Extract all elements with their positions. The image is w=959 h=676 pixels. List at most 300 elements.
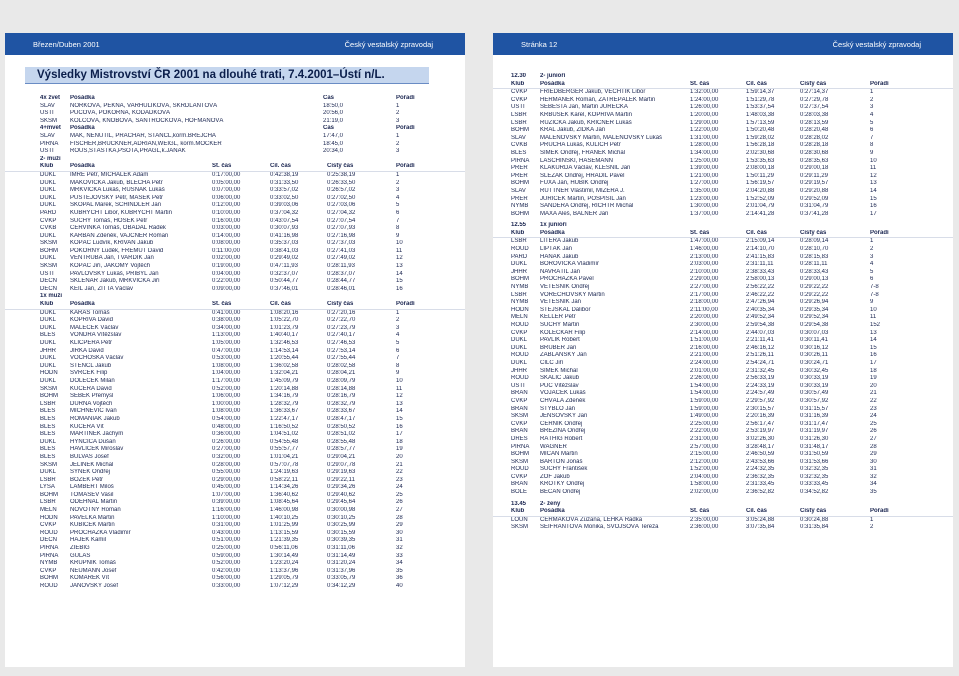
table-row bbox=[5, 530, 465, 538]
table-row bbox=[5, 492, 465, 500]
column-header: Pořadí bbox=[870, 80, 889, 87]
start-time-cell: 1:59:00,00 bbox=[690, 405, 719, 412]
table-row bbox=[5, 103, 465, 111]
start-time-cell: 0:33:00,00 bbox=[212, 583, 241, 589]
club-cell: DUKL bbox=[511, 261, 528, 268]
rank-cell: 26 bbox=[396, 499, 403, 506]
finish-time-cell: 1:50:11,29 bbox=[746, 172, 774, 179]
crew-cell: RŮŽIČKA Jakub, KRICNER Lukáš bbox=[540, 119, 632, 126]
start-time: 12.30 bbox=[511, 73, 527, 79]
rank-cell: 7-8 bbox=[870, 284, 879, 291]
finish-time-cell: 2:29:57,92 bbox=[746, 397, 775, 404]
net-time-cell: 0:28:11,93 bbox=[327, 263, 355, 270]
rank-cell: 17 bbox=[870, 210, 877, 217]
net-time-cell: 0:30:24,71 bbox=[800, 359, 829, 366]
table-row bbox=[5, 401, 465, 409]
start-time-cell: 0:48:00,00 bbox=[212, 423, 241, 430]
column-header: Klub bbox=[40, 301, 54, 308]
net-time-cell: 0:29:00,13 bbox=[800, 276, 829, 283]
crew-cell: LASCHINSKI, HASEMANN bbox=[540, 157, 614, 164]
crew-cell: MICHNĚVIČ Ivan bbox=[70, 408, 117, 415]
net-time-cell: 0:31:14,49 bbox=[327, 552, 356, 559]
club-cell: DĚČN bbox=[40, 285, 58, 292]
column-header: Posádka bbox=[70, 301, 95, 308]
net-time-cell: 0:27:14,37 bbox=[800, 89, 829, 96]
table-row bbox=[493, 238, 953, 246]
rank-cell: 22 bbox=[396, 469, 403, 476]
crew-cell: PRŮCHA Lukáš, KULICH Petr bbox=[540, 142, 621, 149]
start-time-cell: 1:28:00,00 bbox=[690, 142, 719, 149]
table-row bbox=[5, 439, 465, 447]
crew-cell: KROTKÝ Ondřej bbox=[540, 481, 585, 488]
column-header-row bbox=[493, 230, 953, 239]
table-row bbox=[5, 310, 465, 318]
club-cell: SLAV bbox=[40, 132, 55, 139]
column-header: Pořadí bbox=[396, 163, 415, 170]
club-cell: BLES bbox=[40, 423, 56, 430]
table-row bbox=[5, 560, 465, 568]
net-time-cell: 0:27:37,03 bbox=[327, 240, 356, 247]
column-header: Čistý čas bbox=[800, 508, 827, 515]
category-row bbox=[5, 293, 465, 301]
rank-cell: 31 bbox=[870, 466, 877, 473]
crew-cell: STEJSKAL Dalibor bbox=[540, 306, 591, 313]
table-row bbox=[493, 158, 953, 166]
table-row bbox=[5, 248, 465, 256]
crew-cell: KOPŘIVA David bbox=[70, 317, 113, 324]
column-header: Klub bbox=[511, 508, 525, 515]
rank-cell: 26 bbox=[870, 428, 877, 435]
club-cell: PARD bbox=[511, 253, 528, 260]
table-row bbox=[5, 454, 465, 462]
crew-cell: KUBÍČEK Martin bbox=[70, 522, 115, 529]
club-cell: HODN bbox=[40, 514, 58, 521]
time-cell: 20:56,0 bbox=[323, 110, 344, 117]
start-time-cell: 1:07:00,00 bbox=[212, 491, 241, 498]
table-row bbox=[5, 195, 465, 203]
finish-time-cell: 0:42:38,19 bbox=[270, 171, 299, 178]
net-time-cell: 0:27:02,50 bbox=[327, 194, 356, 201]
finish-time-cell: 1:28:32,79 bbox=[270, 400, 299, 407]
net-time-cell: 0:28:09,14 bbox=[800, 238, 829, 245]
table-row bbox=[493, 481, 953, 489]
crew-cell: BOROVIČKA Vladimír bbox=[540, 261, 600, 268]
start-time-cell: 2:24:00,00 bbox=[690, 359, 719, 366]
finish-time-cell: 0:37:46,01 bbox=[270, 285, 299, 292]
rank-cell: 1 bbox=[870, 238, 874, 245]
table-row bbox=[5, 317, 465, 325]
rank-cell: 23 bbox=[870, 405, 877, 412]
table-row bbox=[493, 261, 953, 269]
start-time-cell: 2:21:00,00 bbox=[690, 352, 719, 359]
table-row bbox=[493, 173, 953, 181]
start-time-cell: 0:14:00,00 bbox=[212, 232, 241, 239]
finish-time-cell: 2:24:33,19 bbox=[746, 382, 775, 389]
rank-cell: 8 bbox=[396, 225, 400, 232]
start-time-cell: 0:05:00,00 bbox=[212, 179, 241, 186]
club-cell: HODN bbox=[40, 370, 58, 377]
crew-cell: KRBÚŠEK Karel, KOPŘIVA Martin bbox=[540, 111, 632, 118]
category-header-row bbox=[5, 95, 465, 103]
start-time-cell: 0:03:00,00 bbox=[212, 225, 241, 232]
start-time-cell: 1:54:00,00 bbox=[690, 390, 719, 397]
club-cell: LSBR bbox=[511, 119, 527, 126]
crew-cell: KOMÁREK Vít bbox=[70, 575, 110, 582]
rank-cell: 33 bbox=[396, 552, 403, 559]
column-header: Pořadí bbox=[396, 95, 415, 101]
crew-cell: DURNA Vojtěch bbox=[70, 400, 113, 407]
crew-cell: KOPÁČ Jiří, JAKOMÝ Vojtěch bbox=[70, 263, 151, 270]
finish-time-cell: 0:32:37,07 bbox=[270, 270, 299, 277]
start-time-cell: 2:13:00,00 bbox=[690, 253, 719, 260]
net-time-cell: 0:28:13,59 bbox=[800, 119, 829, 126]
crew-cell: IMRE Petr, MICHÁLEK Adam bbox=[70, 171, 149, 178]
net-time-cell: 0:27:04,32 bbox=[327, 209, 356, 216]
club-cell: BLES bbox=[511, 149, 527, 156]
rank-cell: 36 bbox=[396, 575, 403, 582]
club-cell: DUKL bbox=[40, 232, 57, 239]
start-time-cell: 2:29:00,00 bbox=[690, 276, 719, 283]
rank-cell: 4 bbox=[870, 261, 874, 268]
category-row bbox=[5, 156, 465, 164]
club-cell: PIRNA bbox=[40, 545, 59, 552]
club-cell: SKSM bbox=[511, 458, 529, 465]
table-row bbox=[493, 284, 953, 292]
rank-cell: 30 bbox=[870, 458, 877, 465]
start-time-cell: 2:15:00,00 bbox=[690, 451, 719, 458]
finish-time-cell: 0:39:03,06 bbox=[270, 202, 299, 209]
table-row bbox=[5, 263, 465, 271]
column-header-row bbox=[493, 508, 953, 517]
net-time-cell: 0:28:44,77 bbox=[327, 278, 356, 285]
net-time-cell: 0:29:52,09 bbox=[800, 195, 829, 202]
start-time: 12.55 bbox=[511, 222, 527, 229]
finish-time-cell: 1:50:20,48 bbox=[746, 127, 775, 134]
table-row bbox=[493, 292, 953, 300]
rank-cell: 18 bbox=[870, 367, 877, 374]
crew-cell: KEIL Jan, ZITTA Václav bbox=[70, 285, 134, 292]
start-time-cell: 1:16:00,00 bbox=[212, 507, 241, 514]
crew-cell: KARBAN Zdeněk, VAJČNER Roman bbox=[70, 232, 169, 239]
finish-time-cell: 1:21:39,35 bbox=[270, 537, 299, 544]
crew-cell: POKORNÝ Luděk, FREMUT David bbox=[70, 247, 164, 254]
rank-cell: 1 bbox=[396, 132, 400, 139]
finish-time-cell: 1:34:16,79 bbox=[270, 393, 299, 400]
crew-cell: DOLEČEK Milan bbox=[70, 377, 115, 384]
club-cell: PIRNA bbox=[40, 140, 59, 147]
table-row bbox=[5, 133, 465, 141]
club-cell: BRAN bbox=[511, 405, 528, 412]
column-header: Cíl. čas bbox=[746, 508, 768, 515]
club-cell: LSBR bbox=[511, 291, 527, 298]
net-time-cell: 0:29:52,34 bbox=[800, 314, 829, 321]
table-row bbox=[493, 368, 953, 376]
club-cell: BOHM bbox=[40, 247, 58, 254]
start-time-cell: 2:27:00,00 bbox=[690, 284, 719, 291]
table-row bbox=[5, 553, 465, 561]
rank-cell: 23 bbox=[396, 476, 403, 483]
finish-time-cell: 2:24:32,35 bbox=[746, 466, 775, 473]
column-header: Cíl. čas bbox=[270, 163, 292, 170]
club-cell: LSBR bbox=[511, 238, 527, 245]
right-results bbox=[493, 73, 953, 532]
start-time: 13.45 bbox=[511, 500, 527, 507]
finish-time-cell: 1:20:14,88 bbox=[270, 385, 299, 392]
finish-time-cell: 1:08:45,64 bbox=[270, 499, 299, 506]
start-time-cell: 0:53:00,00 bbox=[212, 355, 241, 362]
crew-cell: ŠIMEK Michal bbox=[540, 367, 578, 374]
rank-cell: 3 bbox=[396, 148, 400, 155]
table-row bbox=[5, 180, 465, 188]
rank-cell: 7-8 bbox=[870, 291, 879, 298]
start-time-cell: 1:46:00,00 bbox=[690, 246, 719, 253]
finish-time-cell: 1:59:28,02 bbox=[746, 134, 775, 141]
crew-cell: ŠVRČEK Filip bbox=[70, 370, 108, 377]
rank-cell: 16 bbox=[396, 423, 403, 430]
rank-cell: 15 bbox=[870, 195, 877, 202]
crew-cell: RÁTHIG Robert bbox=[540, 435, 583, 442]
time-cell: 21:19,0 bbox=[323, 117, 344, 124]
start-time-cell: 0:25:00,00 bbox=[212, 545, 241, 552]
column-header: Pořadí bbox=[396, 125, 415, 132]
net-time-cell: 0:30:39,35 bbox=[327, 537, 356, 544]
start-time-cell: 0:43:00,00 bbox=[212, 529, 241, 536]
rank-cell: 20 bbox=[870, 382, 877, 389]
rank-cell: 7 bbox=[396, 355, 400, 362]
net-time-cell: 0:25:38,19 bbox=[327, 171, 356, 178]
finish-time-cell: 2:47:26,94 bbox=[746, 299, 775, 306]
finish-time-cell: 0:29:49,02 bbox=[270, 255, 299, 262]
crew-cell: JELÍNEK Michal bbox=[70, 461, 114, 468]
finish-time-cell: 2:24:57,49 bbox=[746, 390, 775, 397]
column-header: Čistý čas bbox=[800, 80, 827, 87]
start-time-cell: 1:51:00,00 bbox=[690, 337, 719, 344]
club-cell: DRES bbox=[511, 435, 528, 442]
rank-cell: 29 bbox=[396, 522, 403, 529]
start-time-cell: 1:13:00,00 bbox=[212, 332, 241, 339]
rank-cell: 27 bbox=[870, 435, 877, 442]
crew-cell: BŘEZINA Ondřej bbox=[540, 428, 586, 435]
club-cell: ROUD bbox=[40, 529, 58, 536]
net-time-cell: 0:30:16,12 bbox=[800, 344, 829, 351]
finish-time-cell: 1:51:29,78 bbox=[746, 96, 775, 103]
crew-cell: ODEHNAL Martin bbox=[70, 499, 118, 506]
table-row bbox=[493, 307, 953, 315]
club-cell: DUKL bbox=[40, 438, 57, 445]
category-label: 4+mvet bbox=[40, 125, 61, 132]
crew-cell: JIRKA David bbox=[70, 347, 104, 354]
crew-cell: ČERNÍK Ondřej bbox=[540, 420, 583, 427]
finish-time-cell: 1:20:55,44 bbox=[270, 355, 299, 362]
net-time-cell: 0:28:37,07 bbox=[327, 270, 356, 277]
rank-cell: 29 bbox=[870, 451, 877, 458]
rank-cell: 21 bbox=[396, 461, 403, 468]
table-row bbox=[5, 583, 465, 591]
crew-cell: VONDRA Vítězslav bbox=[70, 332, 122, 339]
rank-cell: 3 bbox=[870, 104, 874, 111]
rank-cell: 27 bbox=[396, 507, 403, 514]
net-time-cell: 0:30:32,45 bbox=[800, 367, 829, 374]
net-time-cell: 0:27:16,98 bbox=[327, 232, 356, 239]
club-cell: ČVKB bbox=[511, 142, 528, 149]
crew-cell: PROCHÁZKA Vladimír bbox=[70, 529, 131, 536]
net-time-cell: 0:31:11,06 bbox=[327, 545, 355, 552]
crew-cell: ZIEBIG bbox=[70, 545, 90, 552]
crew-cell: PROCHÁZKA Pavel bbox=[540, 276, 594, 283]
rank-cell: 20 bbox=[396, 453, 403, 460]
crew-cell: FUXA Jan, HUBÍK Ondřej bbox=[540, 180, 609, 187]
table-row bbox=[5, 507, 465, 515]
finish-time-cell: 2:56:17,47 bbox=[746, 420, 775, 427]
rank-cell: 9 bbox=[396, 232, 400, 239]
table-row bbox=[493, 330, 953, 338]
table-row bbox=[5, 431, 465, 439]
crew-cell: MALEČEK Václav bbox=[70, 324, 119, 331]
club-cell: DUKL bbox=[40, 187, 57, 194]
rank-cell: 28 bbox=[396, 514, 403, 521]
club-cell: SKSM bbox=[40, 385, 58, 392]
crew-cell: NEUMANN Josef bbox=[70, 567, 117, 574]
finish-time-cell: 1:48:03,38 bbox=[746, 111, 775, 118]
table-row bbox=[5, 378, 465, 386]
start-time-cell: 0:27:00,00 bbox=[212, 446, 241, 453]
table-row bbox=[493, 112, 953, 120]
net-time-cell: 0:28:03,38 bbox=[800, 111, 829, 118]
finish-time-cell: 1:29:05,79 bbox=[270, 575, 299, 582]
crew-cell: LAMBERT Miloš bbox=[70, 484, 114, 491]
rank-cell: 3 bbox=[396, 117, 400, 124]
finish-time-cell: 1:23:20,24 bbox=[270, 560, 299, 567]
start-time-cell: 2:11:00,00 bbox=[690, 306, 718, 313]
time-cell: 17:47,0 bbox=[323, 132, 344, 139]
start-time-cell: 0:28:00,00 bbox=[212, 461, 241, 468]
rank-cell: 32 bbox=[870, 473, 877, 480]
net-time-cell: 0:27:20,16 bbox=[327, 309, 356, 316]
start-time-cell: 1:34:00,00 bbox=[690, 149, 719, 156]
club-cell: DUKL bbox=[40, 355, 57, 362]
finish-time-cell: 0:57:07,78 bbox=[270, 461, 299, 468]
crew-cell: KRUPNÍK Tomáš bbox=[70, 560, 116, 567]
table-row bbox=[493, 474, 953, 482]
club-cell: NYMB bbox=[511, 203, 529, 210]
crew-cell: SKOPAL Marek, SCHINDLER Jan bbox=[70, 202, 162, 209]
crew-cell: KOLCOVÁ, KNOBOVÁ, ŠANTROČKOVÁ, HOFMANOVÁ bbox=[70, 117, 224, 124]
club-cell: ÚSTÍ bbox=[40, 270, 54, 277]
club-cell: ROUD bbox=[511, 352, 529, 359]
crew-cell: JUŘÍČEK Martin, POSPÍŠIL Jan bbox=[540, 195, 626, 202]
club-cell: LSBR bbox=[40, 476, 56, 483]
table-row bbox=[5, 370, 465, 378]
rank-cell: 8 bbox=[396, 362, 400, 369]
start-time-cell: 0:04:00,00 bbox=[212, 270, 241, 277]
finish-time-cell: 0:54:55,48 bbox=[270, 438, 299, 445]
table-row bbox=[5, 355, 465, 363]
crew-cell: ŠIMEK Ondřej, FRANĚK Michal bbox=[540, 149, 626, 156]
crew-cell: MALENOVSKÝ Martin, MALENOVSKÝ Lukáš bbox=[540, 134, 663, 141]
finish-time-cell: 1:36:02,58 bbox=[270, 362, 299, 369]
crew-cell: RUTTNER Vlastimil, MIZERA J. bbox=[540, 187, 625, 194]
crew-cell: KLAKURDA Václav, KLESNIL Jan bbox=[540, 165, 631, 172]
finish-time-cell: 0:33:57,02 bbox=[270, 187, 299, 194]
crew-cell: VETEŠNÍK Jan bbox=[540, 299, 582, 306]
rank-cell: 18 bbox=[396, 438, 403, 445]
left-page-header bbox=[5, 33, 465, 55]
club-cell: DUKL bbox=[511, 359, 528, 366]
table-row bbox=[493, 127, 953, 135]
club-cell: DUKL bbox=[40, 469, 57, 476]
crew-cell: NORKOVÁ, PĚKNÁ, VARHULÍKOVÁ, ŠKRDLANTOVÁ bbox=[70, 102, 218, 109]
finish-time-cell: 1:16:50,52 bbox=[270, 423, 299, 430]
start-time-cell: 0:22:00,00 bbox=[212, 278, 241, 285]
rank-cell: 5 bbox=[396, 202, 400, 209]
net-time-cell: 0:28:02,58 bbox=[327, 362, 356, 369]
finish-time-cell: 1:14:53,14 bbox=[270, 347, 299, 354]
net-time-cell: 0:32:32,35 bbox=[800, 466, 829, 473]
crew-cell: KELLER Petr bbox=[540, 314, 576, 321]
club-cell: BLES bbox=[40, 431, 56, 438]
table-row bbox=[493, 436, 953, 444]
table-row bbox=[493, 451, 953, 459]
finish-time-cell: 2:40:35,34 bbox=[746, 306, 775, 313]
table-row bbox=[5, 545, 465, 553]
club-cell: ČVKP bbox=[511, 329, 528, 336]
club-cell: ÚSTÍ bbox=[511, 104, 525, 111]
start-time-cell: 0:34:00,00 bbox=[212, 324, 241, 331]
start-time-cell: 0:52:00,00 bbox=[212, 560, 241, 567]
finish-time-cell: 1:56:28,18 bbox=[746, 142, 775, 149]
rank-cell: 11 bbox=[396, 385, 403, 392]
table-row bbox=[493, 390, 953, 398]
finish-time-cell: 0:56:11,06 bbox=[270, 545, 298, 552]
net-time-cell: 0:29:19,57 bbox=[800, 180, 829, 187]
column-header: Pořadí bbox=[870, 229, 889, 236]
column-header: Pořadí bbox=[396, 301, 415, 308]
start-time-cell: 1:30:00,00 bbox=[690, 203, 719, 210]
net-time-cell: 0:30:00,98 bbox=[327, 507, 356, 514]
rank-cell: 22 bbox=[870, 397, 877, 404]
column-header-row bbox=[5, 301, 465, 310]
finish-time-cell: 0:35:37,03 bbox=[270, 240, 299, 247]
category-label: 2- junioři bbox=[540, 73, 566, 79]
crew-cell: ZABLÁNSKÝ Jan bbox=[540, 352, 587, 359]
club-cell: BLES bbox=[40, 332, 56, 339]
net-time-cell: 0:28:57,77 bbox=[327, 446, 356, 453]
club-cell: BLES bbox=[40, 453, 56, 460]
start-time-cell: 0:26:00,00 bbox=[212, 438, 241, 445]
rank-cell: 6 bbox=[396, 347, 400, 354]
club-cell: DUKL bbox=[40, 309, 57, 316]
table-row bbox=[5, 446, 465, 454]
table-row bbox=[5, 408, 465, 416]
crew-cell: SKALIC Jakub bbox=[540, 375, 580, 382]
crew-cell: MAXA Aleš, BALNER Jan bbox=[540, 210, 609, 217]
table-row bbox=[5, 218, 465, 226]
newsletter-name: Český vestalský zpravodaj bbox=[832, 40, 921, 49]
club-cell: BRAN bbox=[511, 428, 528, 435]
club-cell: ČVKP bbox=[40, 522, 57, 529]
table-row bbox=[5, 172, 465, 180]
table-row bbox=[5, 522, 465, 530]
start-time-cell: 0:08:00,00 bbox=[212, 240, 241, 247]
table-row bbox=[5, 568, 465, 576]
crew-cell: SEIFRANTOVÁ Monika, SVOJŠOVÁ Tereza bbox=[540, 524, 659, 531]
rank-cell: 14 bbox=[870, 187, 877, 194]
crew-cell: ŠANDERA Ondřej, RICHTR Michal bbox=[540, 203, 634, 210]
column-header: Cíl. čas bbox=[746, 80, 768, 87]
net-time-cell: 0:30:11,41 bbox=[800, 337, 828, 344]
column-header: Čistý čas bbox=[327, 301, 354, 308]
start-time-cell: 2:20:00,00 bbox=[690, 314, 719, 321]
